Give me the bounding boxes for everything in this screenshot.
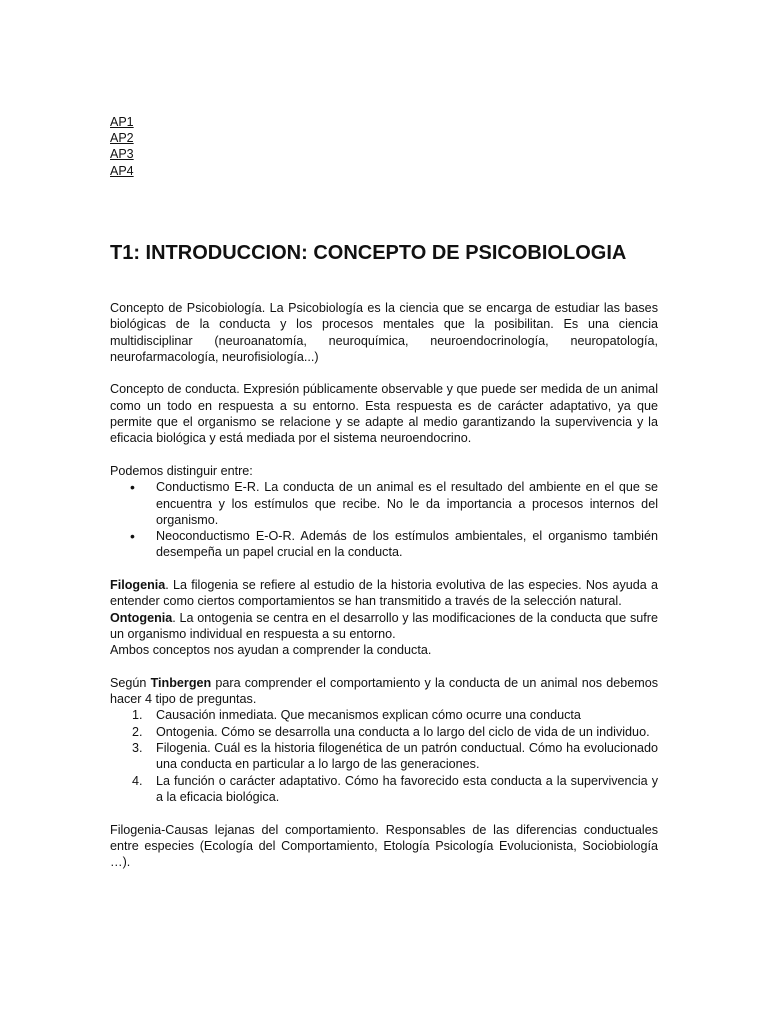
list-number: 2. xyxy=(132,724,143,739)
bullet-list xyxy=(110,479,658,560)
paragraph-distinguir-intro: Podemos distinguir entre: xyxy=(110,463,253,478)
link-list xyxy=(110,114,134,179)
ontogenia-text: . La ontogenia se centra en el desarrollo y las modificaciones de la conducta que sufre un organismo individual en respuesta a su entorno. xyxy=(110,610,658,641)
link-ap1[interactable]: AP1 xyxy=(110,115,134,129)
list-number: 1. xyxy=(132,708,143,723)
list-number: 4. xyxy=(132,773,143,788)
term-filogenia: Filogenia xyxy=(110,578,166,593)
paragraph-ambos: Ambos conceptos nos ayudan a comprender la conducta. xyxy=(110,643,432,658)
list-item: • Conductismo E-R. La conducta de un animal es el resultado del ambiente en el que se encuentra y los estímulos que recibe. No le da importancia a procesos internos del organismo. xyxy=(110,479,658,528)
list-item xyxy=(110,740,658,773)
paragraph-ontogenia xyxy=(110,610,658,643)
list-item: • Neoconductismo E-O-R. Además de los estímulos ambientales, el organismo también desempeña un papel crucial en la conducta. xyxy=(110,528,658,561)
list-item xyxy=(110,707,658,723)
tinbergen-pre: Según xyxy=(110,675,151,690)
list-item xyxy=(110,724,658,740)
numbered-list xyxy=(110,707,658,805)
list-item-text: Ontogenia. Cómo se desarrolla una conducta a lo largo del ciclo de vida de un individuo. xyxy=(156,724,650,739)
list-item xyxy=(110,773,658,806)
paragraph-causas: Filogenia-Causas lejanas del comportamiento. Responsables de las diferencias conductuales entre especies (Ecología del Comportamiento, Etología Psicología Evolucionista, Sociobiología …). xyxy=(110,822,658,870)
link-ap4[interactable]: AP4 xyxy=(110,163,134,178)
tinbergen-post: para comprender el comportamiento y la conducta de un animal nos debemos hacer 4 tipo de preguntas. xyxy=(110,675,658,707)
document-body xyxy=(110,300,658,887)
link-ap3[interactable]: AP3 xyxy=(110,147,134,162)
paragraph-filogenia xyxy=(110,577,658,610)
term-tinbergen: Tinbergen xyxy=(150,675,212,690)
filogenia-text: . La filogenia se refiere al estudio de la historia evolutiva de las especies. Nos ayuda a entender como ciertos comportamientos se han transmitido a través de la selección natural. xyxy=(110,578,658,609)
paragraph-conducta: Concepto de conducta. Expresión públicamente observable y que puede ser medida de un animal como un todo en respuesta a su entorno. Esta respuesta es de carácter adaptativo, ya que permite que el organismo se relacione y se adapte al medio garantizando la supervivencia y la eficacia biológica y está mediada por el sistema neuroendocrino. xyxy=(110,382,658,446)
paragraph-psicobiologia: Concepto de Psicobiología. La Psicobiología es la ciencia que se encarga de estudiar las bases biológicas de la conducta y los procesos mentales que la posibilitan. Es una ciencia multidisciplinar (neuroanatomía, neuroquímica, neuroendocrinología, neuropatología, neurofarmacología, neurofisiología...) xyxy=(110,301,658,364)
list-item-text: La función o carácter adaptativo. Cómo ha favorecido esta conducta a la supervivencia y a la eficacia biológica. xyxy=(156,773,658,804)
list-number: 3. xyxy=(132,741,143,756)
term-ontogenia: Ontogenia xyxy=(110,610,173,625)
page-title: T1: INTRODUCCION: CONCEPTO DE PSICOBIOLOGIA xyxy=(110,242,627,264)
link-ap2[interactable]: AP2 xyxy=(110,131,134,146)
list-item-text: Filogenia. Cuál es la historia filogenética de un patrón conductual. Cómo ha evolucionado una conducta en particular a lo largo de las generaciones. xyxy=(156,741,658,772)
paragraph-tinbergen xyxy=(110,675,658,708)
list-item-text: Causación inmediata. Que mecanismos explican cómo ocurre una conducta xyxy=(156,708,581,723)
